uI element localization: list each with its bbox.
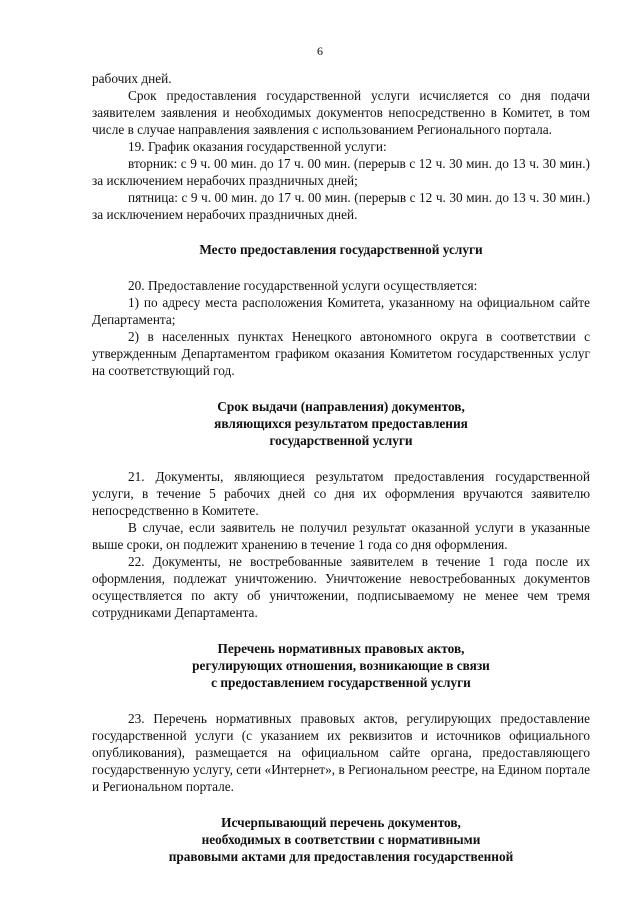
paragraph: В случае, если заявитель не получил результат оказанной услуги в указанные выше сроки, он подлежит хранению в течение 1 года со дня оформления. bbox=[92, 520, 590, 552]
paragraph: рабочих дней. bbox=[92, 71, 172, 86]
page-content bbox=[92, 70, 590, 865]
paragraph: 20. Предоставление государственной услуги осуществляется: bbox=[128, 278, 478, 293]
heading-line: являющихся результатом предоставления bbox=[214, 416, 468, 431]
section-heading bbox=[92, 640, 590, 691]
paragraph: вторник: с 9 ч. 00 мин. до 17 ч. 00 мин. (перерыв с 12 ч. 30 мин. до 13 ч. 30 мин.) за исключением нерабочих праздничных дней; bbox=[92, 156, 590, 188]
heading-line: регулирующих отношения, возникающие в связи bbox=[192, 658, 490, 673]
heading-line: правовыми актами для предоставления государственной bbox=[168, 849, 514, 864]
paragraph: пятница: с 9 ч. 00 мин. до 17 ч. 00 мин. (перерыв с 12 ч. 30 мин. до 13 ч. 30 мин.) за исключением нерабочих праздничных дней. bbox=[92, 190, 590, 222]
heading-line: Перечень нормативных правовых актов, bbox=[217, 641, 465, 656]
paragraph: 23. Перечень нормативных правовых актов, регулирующих предоставление государственной услуги (с указанием их реквизитов и источников официального опубликования), размещается на официальном сайте органа, предоставляющего государственную услугу, сети «Интернет», в Региональном реестре, на Едином портале и Региональном портале. bbox=[92, 711, 590, 794]
paragraph: 21. Документы, являющиеся результатом предоставления государственной услуги, в течение 5 рабочих дней со дня их оформления вручаются заявителю непосредственно в Комитете. bbox=[92, 469, 590, 518]
section-heading bbox=[92, 814, 590, 865]
paragraph: 19. График оказания государственной услуги: bbox=[128, 139, 387, 154]
heading-line: государственной услуги bbox=[269, 433, 413, 448]
section-heading: Место предоставления государственной услуги bbox=[199, 242, 483, 257]
heading-line: Срок выдачи (направления) документов, bbox=[217, 399, 465, 414]
paragraph: 1) по адресу места расположения Комитета, указанному на официальном сайте Департамента; bbox=[92, 295, 590, 327]
section-heading bbox=[92, 398, 590, 449]
heading-line: Исчерпывающий перечень документов, bbox=[221, 815, 461, 830]
heading-line: с предоставлением государственной услуги bbox=[211, 675, 471, 690]
heading-line: необходимых в соответствии с нормативными bbox=[201, 832, 481, 847]
paragraph: 22. Документы, не востребованные заявителем в течение 1 года после их оформления, подлежат уничтожению. Уничтожение невостребованных документов осуществляется по акту об уничтожении, подписываемому не менее чем тремя сотрудниками Департамента. bbox=[92, 554, 590, 620]
paragraph: 2) в населенных пунктах Ненецкого автономного округа в соответствии с утвержденным Департаментом графиком оказания Комитетом государственных услуг на соответствующий год. bbox=[92, 329, 590, 378]
paragraph: Срок предоставления государственной услуги исчисляется со дня подачи заявителем заявления и необходимых документов непосредственно в Комитет, в том числе в случае направления заявления с использованием Регионального портала. bbox=[92, 88, 590, 137]
page-number: 6 bbox=[317, 44, 323, 58]
